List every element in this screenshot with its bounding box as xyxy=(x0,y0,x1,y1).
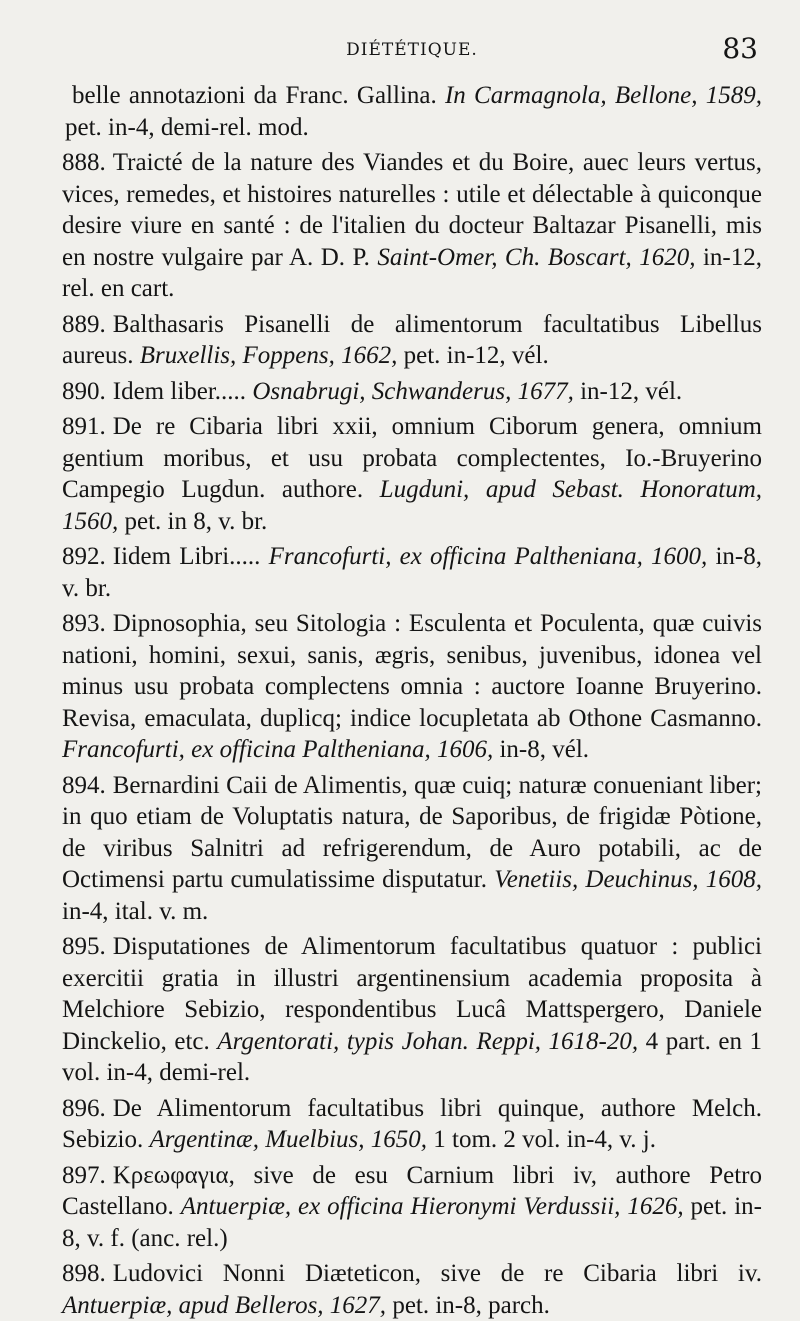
catalogue-entry xyxy=(62,80,762,143)
entry-tail: pet. in-4, demi-rel. mod. xyxy=(65,113,309,141)
entry-tail: in-4, ital. v. m. xyxy=(62,897,209,925)
entry-text: Balthasaris Pisanelli de alimentorum facultatibus Libellus aureus. xyxy=(62,310,762,369)
entry-text: belle annotazioni da Franc. Gallina. xyxy=(72,82,445,109)
entry-imprint: In Carmagnola, Bellone, 1589, xyxy=(444,82,762,109)
catalogue-entry xyxy=(62,931,762,1089)
entry-tail: 4 part. en 1 vol. in-4, demi-rel. xyxy=(62,1027,762,1086)
catalogue-entry xyxy=(62,147,762,305)
catalogue-entry xyxy=(62,1093,762,1156)
catalogue-entry xyxy=(62,309,762,372)
entry-number: 891. xyxy=(62,413,106,440)
entry-text: Disputationes de Alimentorum facultatibus quatuor : publici exercitii gratia in illustri argentinensium academia proposita à Melchiore Sebizio, respondentibus Lucâ Mattspergero, Daniele Dinckelio, etc. xyxy=(62,933,762,1055)
entry-text: De Alimentorum facultatibus libri quinque, authore Melch. Sebizio. xyxy=(62,1094,762,1153)
entry-tail: pet. in-8, v. f. (anc. rel.) xyxy=(62,1193,762,1252)
entry-tail: in-8, vél. xyxy=(493,736,590,763)
entry-number: 894. xyxy=(62,771,106,799)
entry-imprint: Argentinæ, Muelbius, 1650, xyxy=(149,1126,428,1153)
entry-tail: pet. in 8, v. br. xyxy=(118,507,268,535)
entry-number: 898. xyxy=(62,1260,106,1287)
entry-imprint: Francofurti, ex officina Paltheniana, 1606, xyxy=(62,736,494,763)
entry-imprint: Antuerpiæ, ex officina Hieronymi Verdussii, 1626, xyxy=(180,1193,684,1220)
entry-imprint: Lugduni, apud Sebast. Honoratum, 1560, xyxy=(62,476,762,535)
entry-number: 897. xyxy=(62,1161,106,1189)
entry-imprint: Venetiis, Deuchinus, 1608, xyxy=(494,866,763,893)
entry-number: 889. xyxy=(62,310,106,338)
entry-imprint: Antuerpiæ, apud Belleros, 1627, xyxy=(62,1291,387,1319)
entry-number: 896. xyxy=(62,1094,106,1122)
entry-imprint: Francofurti, ex officina Paltheniana, 1600, xyxy=(268,543,708,570)
catalogue-entry xyxy=(62,1160,762,1255)
entry-tail: pet. in-12, vél. xyxy=(397,342,549,369)
catalogue-entry xyxy=(62,376,762,408)
entry-tail: in-12, rel. en cart. xyxy=(62,243,763,302)
entry-imprint: Saint-Omer, Ch. Boscart, 1620, xyxy=(377,243,696,271)
entry-text: Idem liber..... xyxy=(112,377,253,405)
entry-text: Iidem Libri..... xyxy=(112,543,269,570)
catalogue-entry xyxy=(62,411,762,537)
entry-text: Bernardini Caii de Alimentis, quæ cuiq; naturæ conueniant liber; in quo etiam de Voluptatis natura, de Saporibus, de frigidæ Pòtione, de viribus Salnitri ad refrigerendum, de Auro potabili, ac de Octimensi partu cumulatissime disputatur. xyxy=(62,771,762,893)
catalogue-entry xyxy=(62,1258,762,1321)
entry-text: Dipnosophia, seu Sitologia : Esculenta et Poculenta, quæ cuivis nationi, homini, sexui, sanis, ægris, senibus, juvenibus, idonea vel minus usu probata complectens omnia : auctore Ioanne Bruyerino. Revisa, emaculata, duplicq; indice locupletata ab Othone Casmanno. xyxy=(62,610,762,732)
entry-number: 890. xyxy=(62,377,106,405)
running-head: DIÉTÉTIQUE. xyxy=(346,40,478,60)
entry-imprint: Bruxellis, Foppens, 1662, xyxy=(139,342,398,369)
catalogue-entry xyxy=(62,608,762,766)
entry-number: 888. xyxy=(62,149,106,176)
entry-tail: 1 tom. 2 vol. in-4, v. j. xyxy=(427,1126,656,1153)
entry-number: 893. xyxy=(62,610,106,637)
entry-imprint: Argentorati, typis Johan. Reppi, 1618-20, xyxy=(217,1027,639,1055)
page-number: 83 xyxy=(722,32,758,65)
entry-text: Ludovici Nonni Diæteticon, sive de re Cibaria libri iv. xyxy=(112,1260,762,1287)
page-header xyxy=(62,32,762,80)
catalogue-entry xyxy=(62,770,762,928)
entry-number: 892. xyxy=(62,543,106,570)
catalogue-entries xyxy=(62,80,762,1321)
entry-number: 895. xyxy=(62,933,106,960)
entry-text: Κρεωφαγια, sive de esu Carnium libri iv, authore Petro Castellano. xyxy=(62,1161,762,1220)
entry-tail: pet. in-8, parch. xyxy=(386,1291,550,1319)
entry-tail: in-12, vél. xyxy=(573,377,683,405)
entry-tail: in-8, v. br. xyxy=(62,543,762,602)
entry-text: De re Cibaria libri xxii, omnium Ciborum genera, omnium gentium moribus, et usu probata complectentes, Io.-Bruyerino Campegio Lugdun. authore. xyxy=(62,413,762,503)
entry-imprint: Osnabrugi, Schwanderus, 1677, xyxy=(252,377,574,405)
entry-text: Traicté de la nature des Viandes et du Boire, auec leurs vertus, vices, remedes, et histoires naturelles : utile et délectable à quiconque desire viure en santé : de l'italien du docteur Baltazar Pisanelli, mis en nostre vulgaire par A. D. P. xyxy=(62,149,762,271)
catalogue-entry xyxy=(62,541,762,604)
